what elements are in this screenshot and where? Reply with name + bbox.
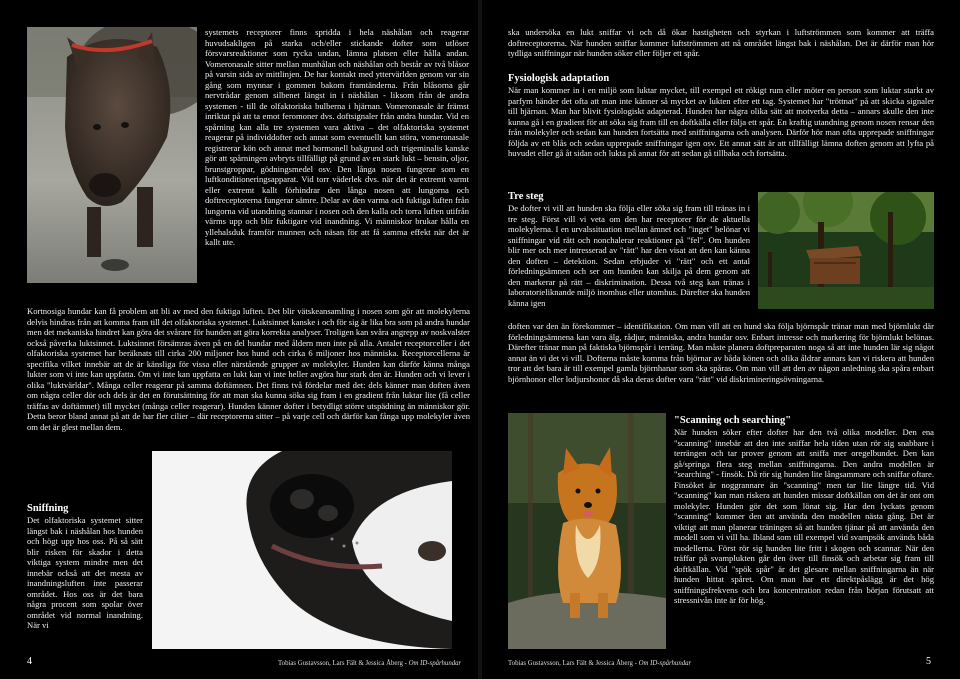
- heading-tre-steg: Tre steg: [508, 191, 544, 202]
- heading-fysiologisk-adaptation: Fysiologisk adaptation: [508, 73, 610, 84]
- heading-sniffning: Sniffning: [27, 503, 69, 514]
- text-block-identifikation: [508, 321, 934, 405]
- text-column-receptors: [205, 27, 469, 299]
- paragraph-sniffing-intro: ska undersöka en lukt sniffar vi och då ökar hastigheten och styrkan i luftströmmen som kommer att träffa doftreceptorerna. När hunden sniffar kommer luftströmmen att nå området längst bak i näshålan. Det är därför man hör tydliga sniffningar när hunden söker eller följer ett spår.: [508, 27, 934, 58]
- paragraph-short-nosed: Kortnosiga hundar kan få problem att bli av med den fuktiga luften. Det blir vätskeansamling i nosen som gör att molekylerna delvis hindras från att komma fram till det olfaktoriska systemet. Luktsinnet kanske i och för sig är lika bra som på andra hundar men det mekaniska hindret kan göra det svårare för hunden att göra korrekta analyser. Troligen kan svåra angrepp av noskvalster också påverka luktsinnet. Luktsinnet försämras även på en del hundar med åldern men inte på alla. Antalet receptorceller i det olfaktoriska systemet har beräknats till cirka 200 miljoner hos hund och cirka 6 miljoner hos människa. Receptorcellerna är specifika vilket innebär att de är känsliga för vissa eller närstående grupper av molekyler. Hunden kan därför känna många lukter som vi inte kan uppfatta. Om vi inte kan uppfatta en lukt kan vi inte heller avgöra hur stark den är. Hunden och vi lever i olika "luktvärldar". Många celler reagerar på samma doftämnen. Det finns två fördelar med det: dels känner man doften även om några celler dör och dels är det en förutsättning för att man ska kunna söka sig fram i en gradient från luktar lite (få celler träffas av doftämnet) till mycket (många celler reagerar). Hunden känner dofter i betydligt större utspädning än människor gör. Detta beror bland annat på att de har fler cilier – där receptorerna sitter – på varje cell och därför kan fånga upp molekyler även om det är glest mellan dem.: [27, 306, 470, 432]
- text-block-short-nosed: [27, 306, 470, 448]
- paragraph-sniffning: Det olfaktoriska systemet sitter längst bak i näshålan hos hunden och högt upp hos oss. På så sätt blir risken för skador i detta viktiga system mindre men det innebär också att det mesta av inandningsluften inte passerar området. Hos oss är det bara några procent som spolar över området vid normal inandning. När vi: [27, 515, 143, 630]
- footer-title-right: Om ID-spårhundar: [638, 660, 692, 667]
- footer-right: [508, 660, 691, 667]
- text-column-scanning: [674, 414, 934, 644]
- footer-authors-right: Tobias Gustavsson, Lars Fält & Jessica Åberg -: [508, 660, 639, 667]
- footer-left: [278, 660, 461, 667]
- paragraph-scanning: När hunden söker efter dofter har den två olika modeller. Den ena "scanning" innebär att den inte sniffar hela tiden utan rör sig snabbare i terrängen och tar prover genom att sniffa mer oregelbundet. Den kan gå/springa flera steg mellan sniffningarna. Den andra modellen är "searching" - finsök. Då rör sig hunden lite långsammare och sniffar oftare. Finsöket är noggrannare än "scanning" men tar lite längre tid. Vid "scanning" kan man riskera att hunden missar doftkällan om det är ont om molekyler. Hunden gör det som lönat sig. Har den lyckats genom "scanning" kommer den att använda den modellen nästa gång. Det är viktigt att man planerar träningen så att hunden tjänar på att använda den modell som vi vill ha. Ibland som till exempel vid svampsök används båda modellerna. Först rör sig hunden lite fritt i skogen och scannar. När den träffar på svamplukten går den över till finsök och arbetar sig fram till doftkällan. Vid "spök spår" är det glesare mellan sniffningarna än när hunden hittat spåret. Om man har ett direktpåslägg är det hög sniffningsfrekvens och bra koncentration redan från början förutsatt att stressnivån inte är för hög.: [674, 427, 934, 605]
- heading-scanning-searching: "Scanning och searching": [674, 415, 792, 426]
- footer-authors-left: Tobias Gustavsson, Lars Fält & Jessica Åberg -: [278, 660, 409, 667]
- paragraph-fysiologisk: När man kommer in i en miljö som luktar mycket, till exempel ett rökigt rum eller möter en person som luktar starkt av parfym händer det ofta att man inte känner så mycket av lukten efter ett tag. Systemet har "tröttnat" på att skicka signaler till hjärnan. Man har blivit fysiologiskt adapterad. Hunden har några olika sätt att motverka detta – annars skulle den inte kunna gå i en gradient för att söka sig fram till en doftkälla eller följa ett spår. En kraftig utandning genom nosen rensar den från molekyler och sedan kan hunden fortsätta med sniffningarna och analysen. Därför hör man ofta upprepade sniffningar följda av ett blås och sedan upprepade sniffningar igen osv. Ett annat sätt är att tillfälligt lämna doften genom att lyfta på huvudet eller gå åt sidan och lukta på annat för att sedan gå tillbaka och fortsätta.: [508, 85, 934, 158]
- photo-spitz-dog: [508, 413, 666, 649]
- page-number-left: 4: [27, 656, 32, 667]
- text-column-tre-steg: [508, 190, 750, 318]
- footer-title-left: Om ID-spårhundar: [408, 660, 462, 667]
- paragraph-identifikation: doften var den än förekommer – identifikation. Om man vill att en hund ska följa björnspår tränar man med björnlukt där förledningsämnena kan vara älg, rådjur, människa, andra hundar osv. Enbart intresse och markering för björnlukt belönas. Därefter tränar man på faktiska björnspår i terräng. Man måste planera doftpreparaten noga så att inte hunden lär sig något annat än vi det vi vill. Dofterna måste komma från björnar av båda könen och olika åldrar annars kan vi riskera att hunden tror att det bara är till exempel gamla björnhanar som ska spåras. Om man vill att den av någon anledning ska spåra enbart björnhonor eller lodjurshonor då ska deras dofter vara "rätt" vid diskrimineringsövningarna.: [508, 321, 934, 384]
- paragraph-receptors: systemets receptorer finns spridda i hela näshålan och reagerar huvudsakligen på starka och/eller stickande dofter som utlöser försvarsreaktioner som rycka undan, lämna platsen eller hålla andan. Vomeronasale sitter mellan munhålan och näshålan och består av två blåsor på varsin sida av mittlinjen. De har kontakt med yttervärlden genom var sin gång som mynnar i gommen bakom framtänderna. Från blåsorna går nervtrådar genom silbenet längst in i näshålan - liksom från de andra systemen - till de olfaktoriska bulberna i hjärnan. Vomeronasale är främst inriktat på att ta emot feromoner dvs. doftsignaler från andra hundar. Vid en spårning kan alla tre systemen vara aktiva – det olfaktoriska systemet reagerar på individdofter och annat som eventuellt kan störa, vomeronasale registrerar kön och annat med hormonell bakgrund och trigeminalis kanske gör att spårningen avbryts tillfälligt på grund av en stark lukt – bensin, oljor, brunstgroppar, gödningsmedel osv. Den långa nosen fungerar som en luftkonditioneringsapparat. Vid torr väderlek dvs. när det är extremt varmt eller extremt kallt förhindrar den långa nosen att lungorna och doftreceptorerna fungerar sämre. Delar av den varma och fuktiga luften från lungorna vid utandning stannar i nosen och den kalla och torra luften utifrån värms upp och blir fuktigare vid inandning. Vi människor brukar hålla en yllehalsduk framför munnen och näsan för att få samma effekt när det är kallt ute.: [205, 27, 469, 247]
- photo-dog-sniffing-ground: [27, 27, 197, 283]
- text-column-sniffning: [27, 502, 143, 648]
- left-page: [0, 0, 478, 679]
- text-block-fysiologisk: [508, 72, 934, 180]
- page-number-right: 5: [926, 656, 931, 667]
- right-page: [482, 0, 960, 679]
- photo-dog-muzzle: [152, 451, 452, 649]
- text-block-sniffing-intro: [508, 27, 934, 67]
- paragraph-tre-steg: De dofter vi vill att hunden ska följa eller söka sig fram till tränas in i tre steg. Först vill vi veta om den har receptorer för de aktuella molekylerna. I en urvalssituation mellan ämnet och "inget" belönar vi sniffningar vid rätt och nonchalerar reaktioner på "fel". Om hunden blir mer och mer intresserad av "rätt" har den visat att den kan känna den doften – detektion. Sedan erbjuder vi "rätt" och ett antal förledningsämnen och ser om hunden kan skilja på dem genom att den markerar på rätt – diskrimination. Dessa två steg kan tränas i laboratorieliknande miljö inomhus eller utomhus. Därefter ska hunden känna igen: [508, 203, 750, 308]
- photo-forest-box: [758, 192, 934, 309]
